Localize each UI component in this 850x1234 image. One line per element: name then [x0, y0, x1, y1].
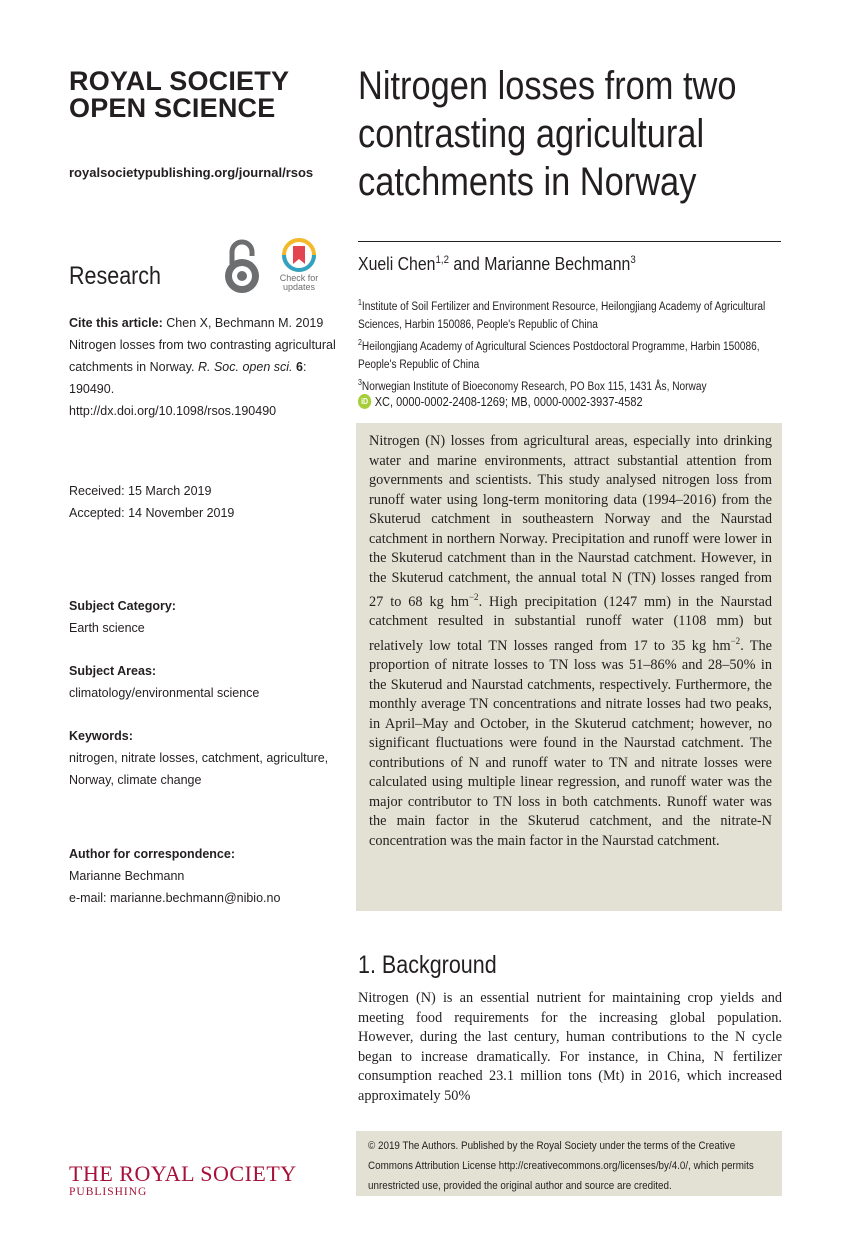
author-1[interactable]: Xueli Chen [358, 254, 436, 274]
license-text [368, 1136, 773, 1196]
keywords [69, 725, 339, 791]
affiliation-text: Institute of Soil Fertilizer and Environment Resource, Heilongjiang Academy of Agricultural [361, 300, 766, 313]
keywords-line2: Norway, climate change [69, 773, 202, 787]
citation-text: Chen X, Bechmann M. 2019 [166, 316, 324, 330]
title-line3: catchments in Norway [358, 160, 697, 204]
affiliation-num: 1 [358, 298, 362, 307]
open-access-lock-icon [222, 238, 262, 296]
authors-and: and [448, 254, 485, 274]
affiliation-item [358, 334, 780, 356]
journal-name-line1: ROYAL SOCIETY [69, 66, 290, 96]
affiliation-item [358, 374, 780, 396]
correspondence-name: Marianne Bechmann [69, 869, 185, 883]
dates-block [69, 480, 339, 524]
affiliation-item [358, 294, 780, 316]
check-updates-line2: updates [282, 282, 316, 292]
correspondence [69, 843, 339, 909]
affiliations [358, 294, 780, 395]
citation-doi-link[interactable]: http://dx.doi.org/10.1098/rsos.190490 [69, 404, 277, 418]
keywords-line1: nitrogen, nitrate losses, catchment, agriculture, [69, 751, 329, 765]
abstract-text [369, 432, 772, 851]
abstract-sup: −2 [468, 592, 479, 602]
orcid-line [358, 394, 643, 409]
check-updates-line1: Check for [279, 273, 319, 283]
affiliation-item-cont: People's Republic of China [358, 358, 480, 371]
royal-society-publishing-logo [69, 1162, 297, 1198]
abstract-sup: −2 [730, 635, 741, 646]
affiliation-num: 2 [358, 337, 362, 347]
check-for-updates-button[interactable] [274, 238, 324, 298]
journal-name [69, 68, 329, 122]
subject-areas [69, 660, 339, 704]
correspondence-label: Author for correspondence: [69, 847, 235, 861]
affiliation-text: Heilongjiang Academy of Agricultural Sciences Postdoctoral Programme, Harbin 150086, [361, 340, 760, 353]
affiliation-item-cont: Sciences, Harbin 150086, People's Republic of China [358, 318, 598, 331]
title-divider [358, 241, 781, 242]
citation-label: Cite this article: [69, 316, 163, 330]
title-line1: Nitrogen losses from two [358, 64, 737, 108]
orcid-icon[interactable]: iD [358, 394, 371, 409]
keywords-label: Keywords: [69, 729, 133, 743]
license-line1: © 2019 The Authors. Published by the Royal Society under the terms of the Creative [368, 1140, 736, 1152]
abstract-box [356, 423, 782, 911]
affiliation-num: 3 [358, 377, 362, 387]
body-text: Nitrogen (N) is an essential nutrient for maintaining crop yields and meeting food requirements for the increasing global population. However, during the last century, human contributions to the N cycle began to increase dramatically. For instance, in China, N fertilizer consumption reached 23.1 million tons (Mt) in 2016, which increased approximately 50% [358, 990, 782, 1104]
abstract-part: . High precipitation (1247 mm) in the Naurstad catchment resulted in substantial runoff water (1108 mm) but relatively low total TN losses ranged from 17 to 35 kg hm [369, 593, 773, 654]
citation-journal: R. Soc. open sci. [198, 360, 293, 374]
subject-areas-label: Subject Areas: [69, 664, 157, 678]
journal-name-line2: OPEN SCIENCE [69, 93, 276, 123]
license-box [356, 1131, 782, 1196]
subject-category-value: Earth science [69, 621, 145, 635]
license-line3: unrestricted use, provided the original author and source are credited. [368, 1180, 672, 1192]
article-title [358, 62, 788, 206]
title-line2: contrasting agricultural [358, 112, 705, 156]
license-line2: Commons Attribution License http://creativecommons.org/licenses/by/4.0/, which permits [368, 1160, 754, 1172]
authors [358, 254, 636, 275]
accepted-date: Accepted: 14 November 2019 [69, 506, 235, 520]
logo-line1: THE ROYAL SOCIETY [69, 1161, 297, 1186]
citation-title: Nitrogen losses from two contrasting agricultural [69, 338, 336, 352]
subject-areas-value: climatology/environmental science [69, 686, 260, 700]
citation-volume: 6 [295, 360, 303, 374]
orcid-ids: XC, 0000-0002-2408-1269; MB, 0000-0002-3937-4582 [374, 394, 643, 409]
author-1-affil: 1,2 [435, 254, 449, 266]
received-date: Received: 15 March 2019 [69, 484, 212, 498]
article-type-label: Research [69, 262, 162, 290]
citation-block: Cite this article: Chen X, Bechmann M. 2019 Nitrogen losses from two contrasting agricultural catchments in Norway. R. Soc. open sci. 6: 190490. http://dx.doi.org/10.1098/rsos.190490 [69, 312, 339, 422]
check-updates-icon [274, 238, 324, 274]
abstract-part: . The proportion of nitrate losses to TN loss was 51–86% and 28–50% in the Skuterud and Naurstad catchments, respectively. Furthermore, the monthly average TN concentrations and nitrate losses had two peaks, in April–May and October, in the Skuterud catchment; however, no significant fluctuations were found in the Naurstad catchment. The contributions of N and runoff water to TN and nitrate losses were calculated using multiple linear regression, and runoff water was the major contributor to TN loss in both catchments. Runoff water was the main factor in the Skuterud catchment, and the nitrate-N concentration was the main factor in the Naurstad catchment. [369, 637, 772, 849]
subject-category-label: Subject Category: [69, 599, 176, 613]
author-2-affil: 3 [630, 254, 636, 266]
citation-title-end: catchments in Norway. [69, 360, 195, 374]
affiliation-text: Norwegian Institute of Bioeconomy Research, PO Box 115, 1431 Ås, Norway [361, 380, 707, 393]
subject-category [69, 595, 339, 639]
abstract-part: Nitrogen (N) losses from agricultural areas, especially into drinking water and marine environments, attract substantial attention from governments and scientists. This study analysed nitrogen loss from runoff water using long-term monitoring data (1994–2016) from the Skuterud catchment in southeastern Norway and the Naurstad catchment in northern Norway. Precipitation and runoff were lower in the Skuterud catchment than in the Naurstad catchment. However, in the Skuterud catchment, the annual total N (TN) losses ranged from 27 to 68 kg hm [369, 433, 772, 610]
citation-pages: 190490. [69, 382, 115, 396]
author-2[interactable]: Marianne Bechmann [484, 254, 631, 274]
logo-line2: PUBLISHING [69, 1186, 148, 1198]
correspondence-email-link[interactable]: e-mail: marianne.bechmann@nibio.no [69, 891, 281, 905]
section-heading: 1. Background [358, 951, 497, 979]
journal-url-link[interactable]: royalsocietypublishing.org/journal/rsos [69, 165, 314, 180]
